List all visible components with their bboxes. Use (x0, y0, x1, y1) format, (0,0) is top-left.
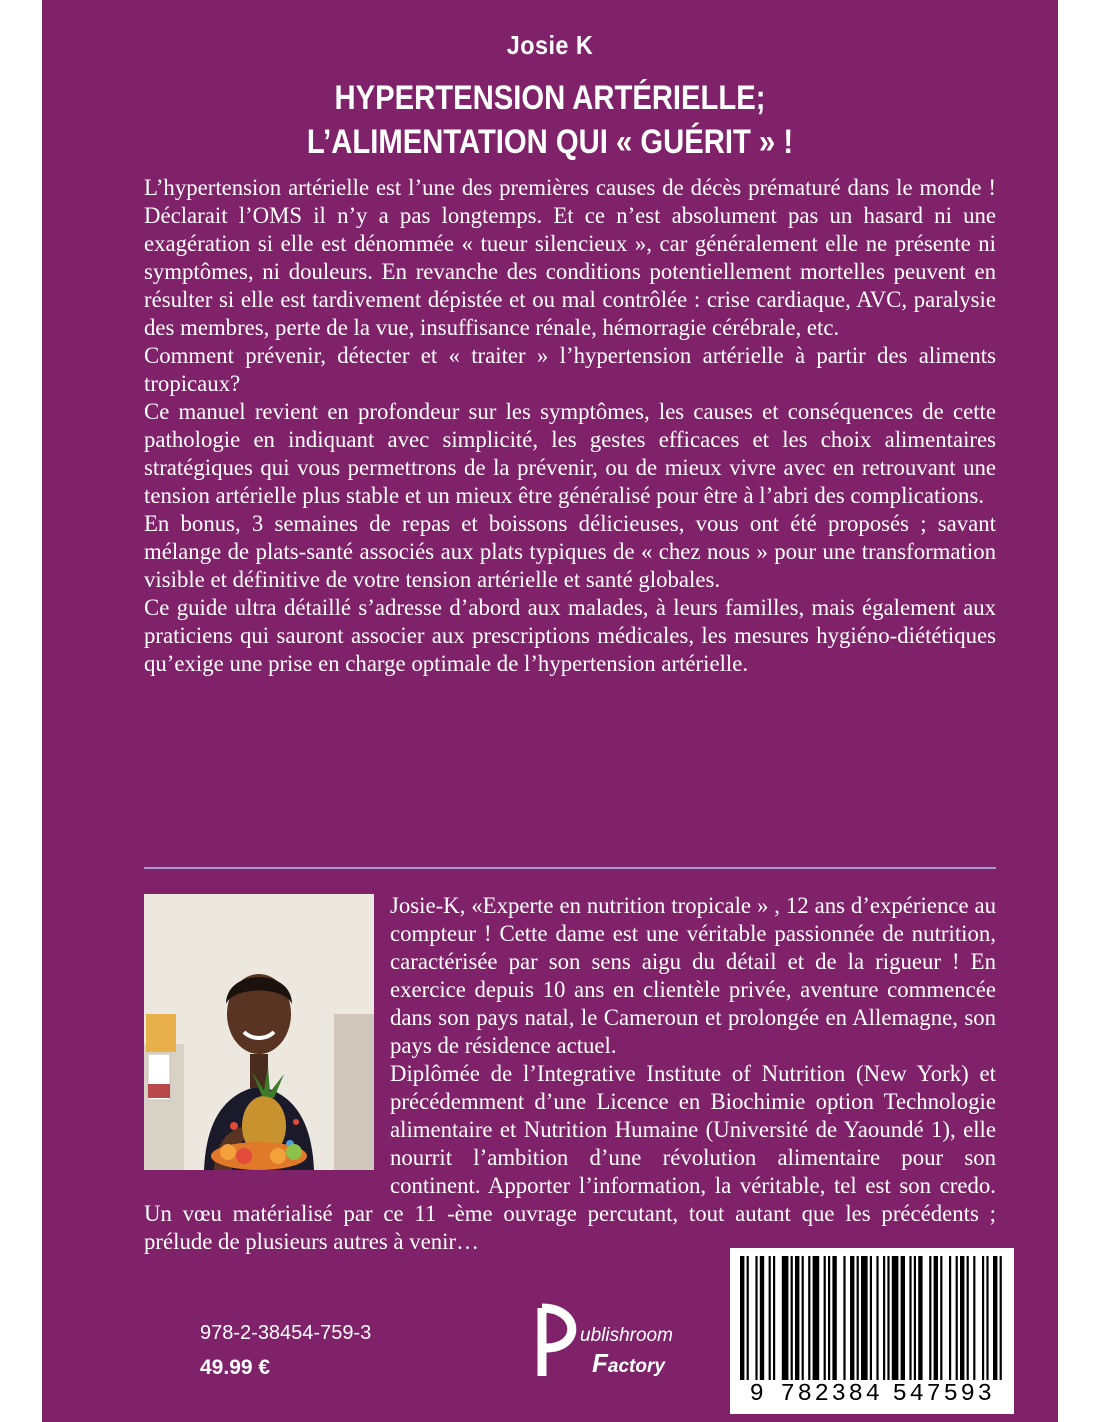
barcode-bar (832, 1256, 836, 1380)
isbn-barcode (730, 1248, 1014, 1414)
summary-paragraph: L’hypertension artérielle est l’une des premières causes de décès prématuré dans le monde ! Déclarait l’OMS il n’y a pas longtemps. Et ce n’est absolument pas un hasard ni une exagération si elle est dénommée « tueur silencieux », car généralement elle ne présente ni symptômes, ni douleurs. En revanche des conditions potentiellement mortelles peuvent en résulter si elle est tardivement dépistée et ou mal contrôlée : crise cardiaque, AVC, paralysie des membres, perte de la vue, insuffisance rénale, hémorragie cérébrale, etc. (144, 175, 996, 340)
barcode-bar (795, 1256, 799, 1380)
bio-paragraph: Josie-K, «Experte en nutrition tropicale » , 12 ans d’expérience au compteur ! Cette dame est une véritable passionnée de nutrition, caractérisée par son sens aigu du détail et de la rigueur ! En exercice depuis 10 ans en clientèle privée, aventure commencée dans son pays natal, le Cameroun et prolongée en Allemagne, son pays de résidence actuel. (390, 893, 996, 1058)
barcode-bar (870, 1256, 872, 1380)
section-divider (144, 867, 996, 869)
barcode-bar (760, 1256, 764, 1380)
barcode-bar (901, 1256, 905, 1380)
barcode-digit-group: 782384 (780, 1381, 883, 1408)
title-line-1: HYPERTENSION ARTÉRIELLE; (334, 79, 766, 117)
book-back-cover (42, 0, 1058, 1422)
author-name: Josie K (506, 30, 594, 60)
publisher-name-line1: ublishroom (580, 1325, 673, 1346)
barcode-bar (993, 1256, 997, 1380)
barcode-bar (949, 1256, 951, 1380)
barcode-digit-group: 547593 (892, 1381, 995, 1408)
barcode-bar (887, 1256, 889, 1380)
barcode-bar (857, 1256, 859, 1380)
barcode-bar (929, 1256, 931, 1380)
barcode-bar (791, 1256, 793, 1380)
barcode-bar (940, 1256, 942, 1380)
summary-paragraph: Ce manuel revient en profondeur sur les symptômes, les causes et conséquences de cette pathologie en indiquant avec simplicité, les gestes efficaces et les choix alimentaires stratégiques qui vous permettrons de la prévenir, ou de mieux vivre avec en retrouvant une tension artérielle plus stable et un mieux être généralisé pour être à l’abri des complications. (144, 399, 996, 508)
barcode-bar (755, 1256, 757, 1380)
publisher-name-line2 (592, 1348, 665, 1379)
author-bio (144, 892, 996, 1256)
price: 49.99 € (200, 1356, 271, 1379)
barcode-digits (730, 1382, 1014, 1408)
barcode-bars (736, 1256, 1008, 1380)
barcode-bar (769, 1256, 771, 1380)
barcode-bar (824, 1256, 826, 1380)
barcode-bar (982, 1256, 984, 1380)
photo-spacer (144, 892, 390, 1180)
barcode-bar (956, 1256, 958, 1380)
summary-paragraph: Ce guide ultra détaillé s’adresse d’abord aux malades, à leurs familles, mais également aux praticiens qui sauront associer aux prescriptions médicales, les mesures hygiéno-diététiques qu’exige une prise en charge optimale de l’hypertension artérielle. (144, 595, 996, 676)
barcode-bar (861, 1256, 868, 1380)
barcode-bar (973, 1256, 975, 1380)
barcode-bar (918, 1256, 922, 1380)
isbn-number: 978-2-38454-759-3 (200, 1322, 372, 1344)
barcode-bar (960, 1256, 964, 1380)
barcode-bar (782, 1256, 789, 1380)
barcode-bar (967, 1256, 969, 1380)
barcode-bar (876, 1256, 878, 1380)
barcode-bar (883, 1256, 885, 1380)
barcode-bar (808, 1256, 810, 1380)
barcode-bar (843, 1256, 845, 1380)
barcode-bar (934, 1256, 938, 1380)
barcode-bar (802, 1256, 804, 1380)
book-summary (144, 174, 996, 678)
barcode-digit-group: 9 (749, 1381, 767, 1408)
barcode-bar (892, 1256, 899, 1380)
logo-f-letter: F (592, 1348, 608, 1378)
summary-paragraph: Comment prévenir, détecter et « traiter » l’hypertension artérielle à partir des aliments tropicaux? (144, 343, 996, 396)
barcode-bar (986, 1256, 988, 1380)
barcode-bar (1000, 1256, 1002, 1380)
book-title (113, 76, 987, 164)
barcode-bar (828, 1256, 830, 1380)
barcode-bar (850, 1256, 854, 1380)
publisher-logo (532, 1302, 682, 1392)
publisher-name-rest: actory (607, 1356, 665, 1377)
bio-paragraph: Diplômée de l’Integrative Institute of Nutrition (New York) et précédemment d’une Licence en Biochimie option Technologie alimentaire et Nutrition Humaine (Université de Yaoundé 1), elle nourrit l’ambition d’une révolution alimentaire pour son continent. Apporter l’information, la véritable, tel est son credo. Un vœu matérialisé par ce 11 -ème ouvrage percutant, tout autant que les précédents ; prélude de plusieurs autres à venir… (144, 1061, 996, 1254)
barcode-bar (914, 1256, 916, 1380)
summary-paragraph: En bonus, 3 semaines de repas et boissons délicieuses, vous ont été proposés ; savant mélange de plats-santé associés aux plats typiques de « chez nous » pour une transformation visible et définitive de votre tension artérielle et santé globales. (144, 511, 996, 592)
barcode-bar (813, 1256, 820, 1380)
barcode-bar (740, 1256, 744, 1380)
barcode-bar (747, 1256, 749, 1380)
barcode-bar (773, 1256, 775, 1380)
title-line-2: L’ALIMENTATION QUI « GUÉRIT » ! (306, 123, 794, 161)
barcode-bar (909, 1256, 911, 1380)
